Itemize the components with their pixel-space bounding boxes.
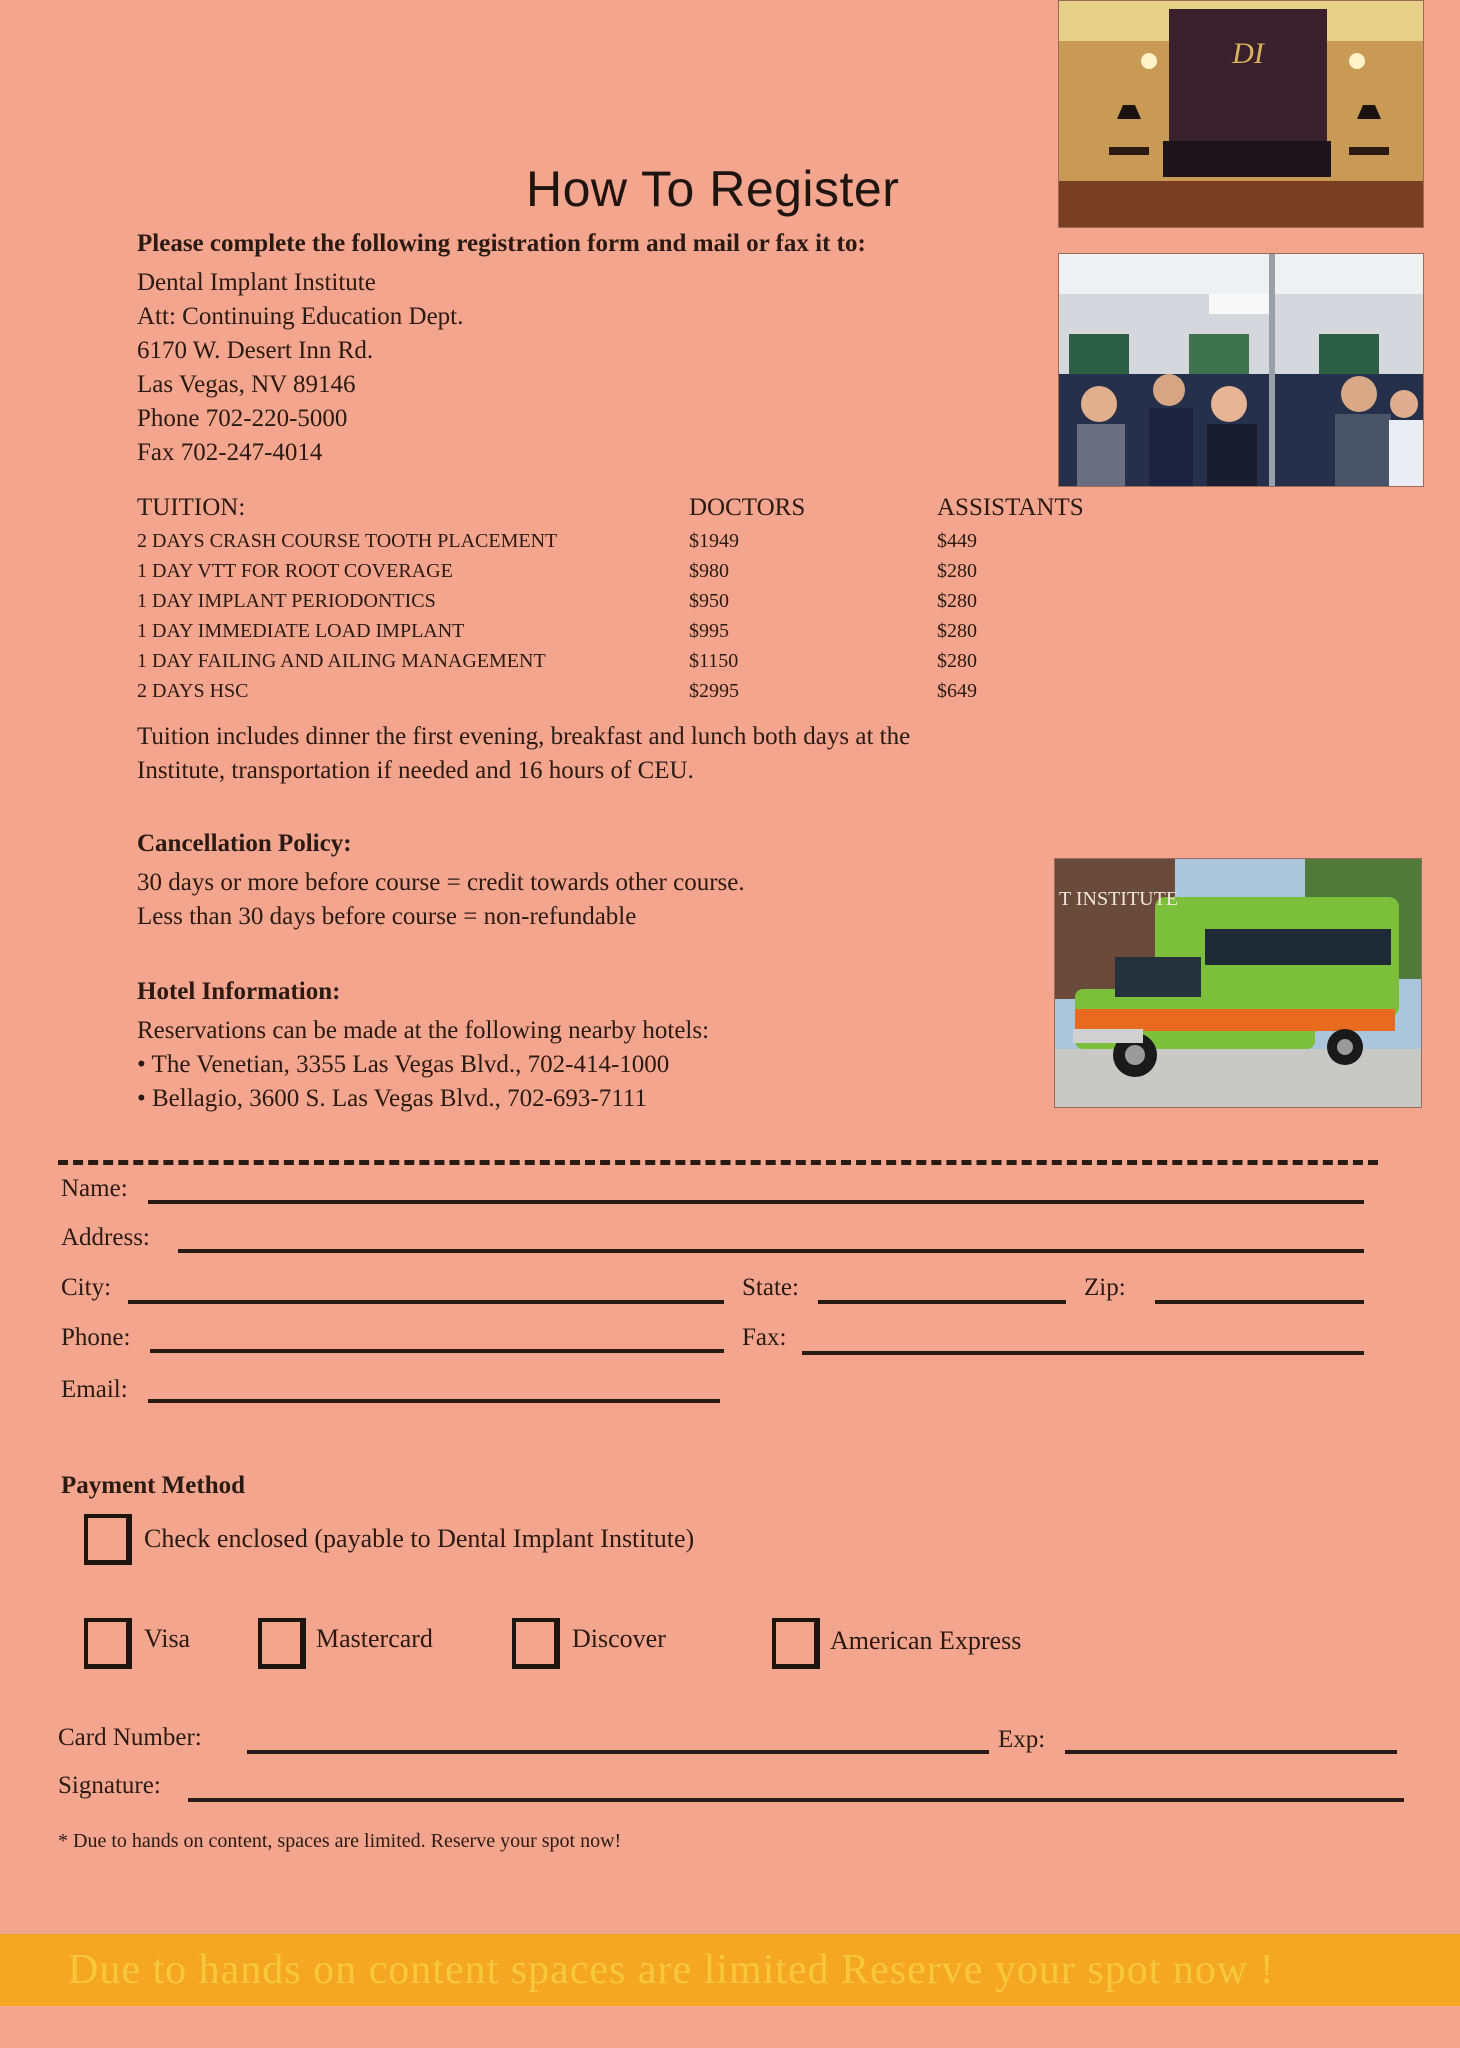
tuition-note (137, 720, 910, 788)
mastercard-label: Mastercard (316, 1624, 433, 1653)
state-field[interactable] (818, 1300, 1066, 1304)
discover-checkbox[interactable] (512, 1618, 560, 1669)
address-line: Phone 702-220-5000 (137, 405, 348, 432)
exp-label: Exp: (998, 1726, 1046, 1753)
state-label: State: (742, 1274, 799, 1301)
zip-field[interactable] (1155, 1300, 1364, 1304)
cancellation-policy (137, 866, 745, 934)
address-label: Address: (61, 1224, 150, 1251)
assistants-price: $280 (937, 590, 977, 612)
assistants-header: ASSISTANTS (937, 494, 1084, 521)
bus-sign-text: T INSTITUTE (1059, 888, 1179, 910)
page-title: How To Register (526, 161, 900, 217)
logo-mark: DI (1232, 37, 1264, 70)
visa-label: Visa (144, 1624, 191, 1653)
doctors-price: $950 (689, 590, 729, 612)
lobby-photo (1058, 0, 1424, 228)
name-field[interactable] (148, 1200, 1364, 1204)
exp-field[interactable] (1065, 1750, 1397, 1754)
fax-field[interactable] (802, 1351, 1364, 1355)
address-line: 6170 W. Desert Inn Rd. (137, 337, 374, 364)
doctors-price: $980 (689, 560, 729, 582)
phone-label: Phone: (61, 1324, 131, 1351)
address-line: Att: Continuing Education Dept. (137, 303, 464, 330)
email-label: Email: (61, 1376, 128, 1403)
cut-line (58, 1160, 1378, 1165)
promo-banner-text: Due to hands on content spaces are limited Reserve your spot now ! (68, 1947, 1275, 1993)
course-name: 2 DAYS CRASH COURSE TOOTH PLACEMENT (137, 530, 558, 552)
address-line: Fax 702-247-4014 (137, 439, 323, 466)
tuition-table (137, 494, 1117, 710)
american-express-checkbox[interactable] (772, 1618, 820, 1669)
instructions-lead: Please complete the following registration form and mail or fax it to: (137, 230, 866, 257)
city-field[interactable] (128, 1300, 724, 1304)
check-enclosed-label: Check enclosed (payable to Dental Implant Institute) (144, 1524, 695, 1553)
course-name: 1 DAY IMPLANT PERIODONTICS (137, 590, 436, 612)
tuition-header-row (137, 494, 1117, 530)
table-row (137, 590, 1117, 620)
course-name: 1 DAY IMMEDIATE LOAD IMPLANT (137, 620, 465, 642)
tuition-note-line: Tuition includes dinner the first evening, breakfast and lunch both days at the (137, 723, 911, 750)
american-express-label: American Express (830, 1626, 1022, 1655)
shuttle-bus-photo-art (1055, 859, 1421, 1107)
card-number-field[interactable] (247, 1750, 989, 1754)
phone-field[interactable] (150, 1349, 724, 1353)
course-name: 1 DAY VTT FOR ROOT COVERAGE (137, 560, 453, 582)
table-row (137, 530, 1117, 560)
lobby-photo-art (1059, 1, 1423, 227)
mailing-address (137, 266, 463, 470)
assistants-price: $280 (937, 560, 977, 582)
discover-label: Discover (572, 1624, 666, 1653)
name-label: Name: (61, 1175, 128, 1202)
hotel-info (137, 1014, 709, 1116)
doctors-price: $1949 (689, 530, 739, 552)
payment-heading: Payment Method (61, 1472, 245, 1499)
bus-interior-photo (1058, 253, 1424, 487)
cancellation-line: Less than 30 days before course = non-refundable (137, 903, 637, 930)
mastercard-checkbox[interactable] (258, 1618, 306, 1669)
address-line: Las Vegas, NV 89146 (137, 371, 356, 398)
table-row (137, 650, 1117, 680)
tuition-header: TUITION: (137, 494, 246, 521)
hotel-heading: Hotel Information: (137, 978, 341, 1005)
city-label: City: (61, 1274, 112, 1301)
email-field[interactable] (148, 1399, 720, 1403)
zip-label: Zip: (1084, 1274, 1126, 1301)
fax-label: Fax: (742, 1324, 787, 1351)
address-field[interactable] (178, 1249, 1364, 1253)
course-name: 1 DAY FAILING AND AILING MANAGEMENT (137, 650, 546, 672)
hotel-intro: Reservations can be made at the following nearby hotels: (137, 1017, 710, 1044)
footnote: * Due to hands on content, spaces are limited. Reserve your spot now! (58, 1830, 622, 1852)
tuition-note-line: Institute, transportation if needed and 16 hours of CEU. (137, 757, 694, 784)
bus-interior-photo-art (1059, 254, 1423, 486)
visa-checkbox[interactable] (84, 1618, 132, 1669)
shuttle-bus-photo (1054, 858, 1422, 1108)
doctors-price: $995 (689, 620, 729, 642)
assistants-price: $280 (937, 650, 977, 672)
doctors-header: DOCTORS (689, 494, 806, 521)
assistants-price: $280 (937, 620, 977, 642)
hotel-item: • Bellagio, 3600 S. Las Vegas Blvd., 702-693-7111 (137, 1085, 647, 1112)
signature-field[interactable] (188, 1798, 1404, 1802)
table-row (137, 560, 1117, 590)
course-name: 2 DAYS HSC (137, 680, 249, 702)
signature-label: Signature: (58, 1772, 161, 1799)
assistants-price: $449 (937, 530, 977, 552)
address-line: Dental Implant Institute (137, 269, 376, 296)
doctors-price: $2995 (689, 680, 739, 702)
assistants-price: $649 (937, 680, 977, 702)
table-row (137, 680, 1117, 710)
table-row (137, 620, 1117, 650)
card-number-label: Card Number: (58, 1724, 202, 1751)
cancellation-heading: Cancellation Policy: (137, 830, 352, 857)
hotel-item: • The Venetian, 3355 Las Vegas Blvd., 702-414-1000 (137, 1051, 670, 1078)
cancellation-line: 30 days or more before course = credit towards other course. (137, 869, 745, 896)
check-enclosed-checkbox[interactable] (84, 1514, 132, 1565)
doctors-price: $1150 (689, 650, 739, 672)
